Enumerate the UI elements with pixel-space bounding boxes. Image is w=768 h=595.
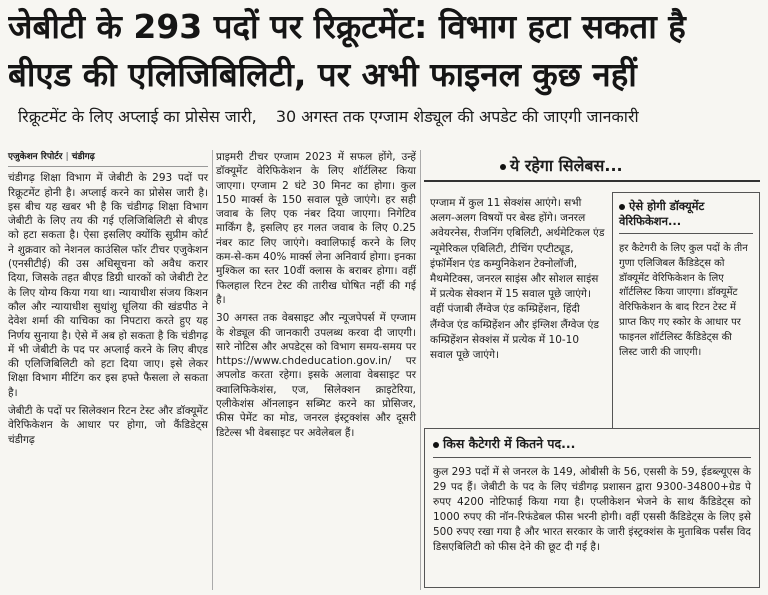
column-2-paragraph-2: 30 अगस्त तक वेबसाइट और न्यूजपेपर्स में एग्जाम के शेड्यूल की जानकारी उपलब्ध करवा दी जाएगी। सारे नोटिस और अपडेट्स को विभाग समय-समय पर https://www.chdeducation.gov.in/ पर अपलोड करता रहेगा। इसके अलावा वेबसाइट पर क्वालिफिकेशंस, एज, सिलेक्शन क्राइटेरिया, एलीकेशंस ऑनलाइन सब्मिट करने का प्रोसिजर, फीस पेमेंट का मोड, जनरल इंस्ट्रक्शंस और दूसरी डिटेल्स भी वेबसाइट पर अवेलेबल हैं। (216, 312, 416, 439)
subheadline (18, 106, 758, 128)
column-1-paragraph-1: चंडीगढ़ शिक्षा विभाग में जेबीटी के 293 पदों पर रिक्रूटमेंट होनी है। अप्लाई करने का प्रोसेस जारी है। इस बीच यह खबर भी है कि चंडीगढ़ शिक्षा विभाग जेबीटी के लिए तय की गई एलिजिबिलिटी से बीएड को हटा सकता है। ऐसा इसलिए क्योंकि सुप्रीम कोर्ट ने शुक्रवार को नेशनल काउंसिल फॉर टीचर एजुकेशन (एनसीटीई) की उस अधिसूचना को अवैध करार दिया, जिसके तहत बीएड डिग्री धारकों को जेबीटी टेट के लिए योग्य किया गया था। न्यायाधीश संजय किशन कौल और न्यायाधीश सुधांशु धूलिया की खंडपीठ ने देवेश शर्मा की याचिका का निपटारा करते हुए यह निर्णय सुनाया है। ऐसे में अब हो सकता है कि चंडीगढ़ में भी जेबीटी के पद पर अप्लाई करने के लिए बीएड की एलिजिबिलिटी को हटा दिया जाए। इसे लेकर शिक्षा विभाग मीटिंग कर इस हफ्ते फैसला ले सकता है। (8, 172, 208, 399)
byline-place: चंडीगढ़ (71, 152, 95, 162)
category-posts-title: किस कैटेगरी में कितने पद... (433, 435, 751, 458)
column-2-paragraph-1: प्राइमरी टीचर एग्जाम 2023 में सफल होंगे, उन्हें डॉक्यूमेंट वेरिफिकेशन के लिए शॉर्टलिस्ट किया जाएगा। एग्जाम 2 घंटे 30 मिनट का होगा। कुल 150 मार्क्स के 150 सवाल पूछे जाएंगे। हर सही जवाब के लिए एक नंबर दिया जाएगा। निगेटिव मार्किंग है, इसलिए हर गलत जवाब के लिए 0.25 नंबर काट लिए जाएंगे। क्वालिफाई करने के लिए कम-से-कम 40% मार्क्स लेना अनिवार्य होगा। इनका मुश्किल का स्तर 10वीं क्लास के बराबर होगा। वहीं फिलहाल रिटन टेस्ट की तारीख घोषित नहीं की गई है। (216, 151, 416, 306)
column-divider (212, 150, 213, 590)
byline: एजुकेशन रिपोर्टर | चंडीगढ़ (8, 150, 208, 167)
syllabus-header (424, 150, 760, 182)
column-divider (420, 150, 421, 590)
article-column-2 (216, 150, 416, 444)
category-posts-text: कुल 293 पदों में से जनरल के 149, ओबीसी के 56, एससी के 59, ईडब्ल्यूएस के 29 पद हैं। जेबीटी के पद के लिए चंडीगढ़ प्रशासन द्वारा 9300-34800+ग्रेड पे रुपए 4200 नोटिफाई किया गया है। एप्लीकेशन भेजने के साथ कैंडिडेट्स को 1000 रुपए की नॉन-रिफंडेबल फीस भरनी होगी। वहीं एससी कैंडिडेट्स के लिए इसे 500 रुपए रखा गया है और भारत सरकार के जारी इंस्ट्रक्शंस के मुताबिक पर्संस विद डिसएबिलिटी को फीस देने की छूट दी गई है। (433, 466, 751, 553)
bullet-icon (433, 442, 439, 448)
syllabus-text: एग्जाम में कुल 11 सेक्शंस आएंगे। सभी अलग-अलग विषयों पर बेस्ड होंगे। जनरल अवेयरनेस, रीजनिंग एबिलिटी, अर्थमेटिकल एंड न्यूमेरिकल एबिलिटी, टीचिंग एप्टीट्यूड, इंफॉर्मेशन एंड कम्युनिकेशन टेक्नोलॉजी, मैथमेटिक्स, जनरल साइंस और सोशल साइंस में प्रत्येक सेक्शन में 15 सवाल पूछे जाएंगे। वहीं पंजाबी लैंग्वेज एंड कम्प्रिहेंशन, हिंदी लैंग्वेज एंड कम्प्रिहेंशन और इंग्लिश लैंग्वेज एंड कम्प्रिहेंशन सेक्शंस में प्रत्येक में 10-10 सवाल पूछे जाएंगे। (430, 197, 605, 362)
document-verification-title: ऐसे होगी डॉक्यूमेंट वेरिफिकेशन... (619, 199, 753, 234)
headline-line-2: बीएड की एलिजिबिलिटी, पर अभी फाइनल कुछ नहीं (8, 55, 637, 94)
article-column-1 (8, 150, 208, 451)
document-verification-text: हर कैटेगरी के लिए कुल पदों के तीन गुणा एलिजिबल कैंडिडेट्स को डॉक्यूमेंट वेरिफिकेशन के लिए शॉर्टलिस्ट किया जाएगा। डॉक्यूमेंट वेरिफिकेशन के बाद रिटन टेस्ट में प्राप्त किए गए स्कोर के आधार पर फाइनल शॉर्टलिस्ट कैंडिडेट्स की लिस्ट जारी की जाएगी। (619, 243, 748, 358)
byline-reporter: एजुकेशन रिपोर्टर (8, 152, 63, 162)
headline-line-1: जेबीटी के 293 पदों पर रिक्रूटमेंट: विभाग हटा सकता है (8, 7, 686, 46)
column-1-paragraph-2: जेबीटी के पदों पर सिलेक्शन रिटन टेस्ट और डॉक्यूमेंट वेरिफिकेशन के आधार पर होगा, जो कैंडिडेट्स चंडीगढ़ (8, 405, 208, 446)
syllabus-title: ये रहेगा सिलेबस... (494, 154, 629, 176)
document-verification-box (612, 192, 760, 430)
bullet-icon (500, 164, 506, 170)
subheadline-right: 30 अगस्त तक एग्जाम शेड्यूल की अपडेट की जाएगी जानकारी (275, 107, 639, 126)
bullet-icon (619, 204, 625, 210)
category-posts-box (424, 428, 760, 588)
subheadline-left: रिक्रूटमेंट के लिए अप्लाई का प्रोसेस जारी, (18, 107, 257, 126)
